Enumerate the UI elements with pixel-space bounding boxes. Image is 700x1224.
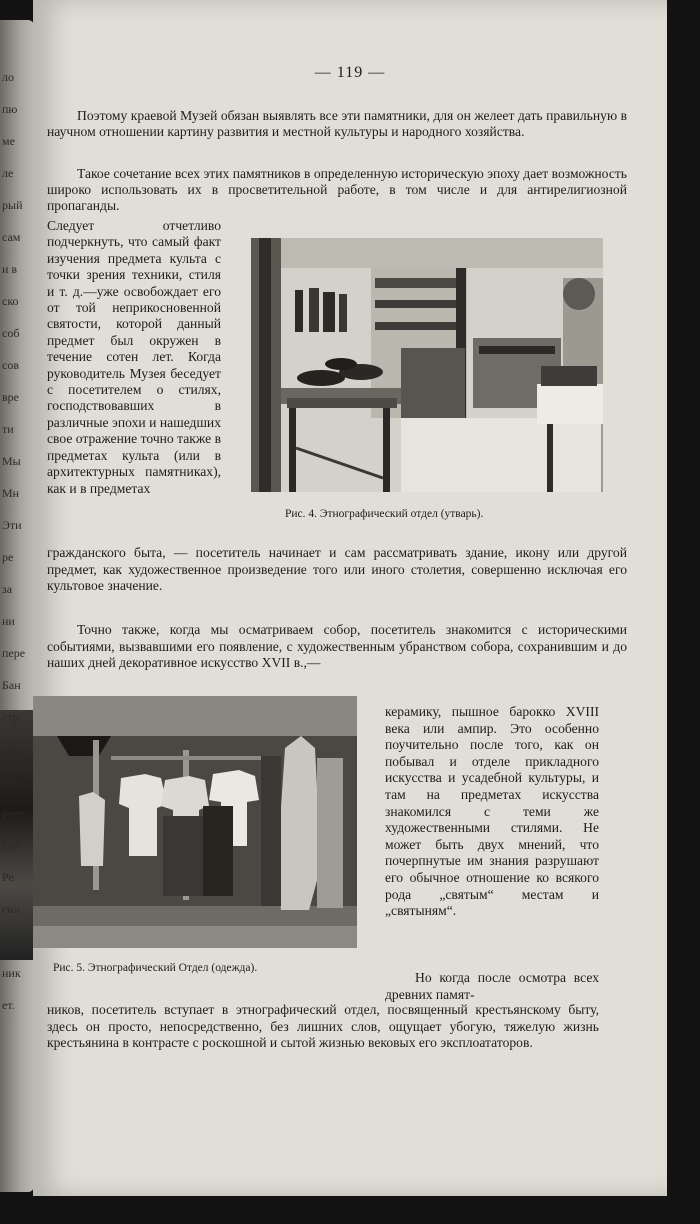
paragraph-4-end: ников, посетитель вступает в этнографический отдел, посвященный крестьянскому быту, здесь он просто, непосредственно, без лишних слов, ощущает убогую, тяжелую жизнь крестьянина в контрасте с роскошной и сытой жизнью вековых его эксплоататоров.	[47, 1002, 599, 1051]
paragraph-2-end: гражданского быта, — посетитель начинает и сам рассматривать здание, икону или другой предмет, как художественное произведение того или иного столетия, совершенно исключая его культовое значение.	[47, 545, 627, 594]
previous-page-fragment: Ре	[2, 870, 14, 884]
previous-page-fragment: ет.	[2, 998, 15, 1012]
previous-page-fragment: за	[2, 582, 13, 596]
book-page	[33, 0, 667, 1196]
previous-page-fragment: гил	[2, 902, 20, 916]
figure-4	[251, 238, 603, 528]
ethnographic-clothing-photo	[33, 696, 357, 948]
figure-5-photo	[33, 696, 357, 948]
previous-page-fragment: Мн	[2, 486, 20, 500]
paragraph-3-right-column: керамику, пышное барокко XVIII века или ампир. Это особенно поучительно после того, как он побывал и отделе прикладного искусства и усадебной культуры, и там на предметах искусства знакомился с теми же художественными стилями. Не может быть двух мнений, что почерпнутые им знания разрушают его обычное отношение ко всякого рода „святым“ местам и „святыням“.	[385, 704, 599, 919]
previous-page-fragment: не	[2, 934, 14, 948]
paragraph-3-top: Точно также, когда мы осматриваем собор, посетитель знакомится с историческими событиями, вызвавшими его появление, с художественным убранством собора, сохранившим и до наших дней декоративное искусство XVII в.,—	[47, 622, 627, 671]
figure-5	[33, 696, 363, 986]
ethnographic-kitchenware-photo	[251, 238, 603, 492]
previous-page-fragment: вре	[2, 390, 19, 404]
previous-page-fragment: Эти	[2, 518, 22, 532]
previous-page-fragment: Бан	[2, 678, 21, 692]
previous-page-fragment: соб	[2, 326, 20, 340]
previous-page-fragment: ло	[2, 70, 14, 84]
paragraph-2-top: Такое сочетание всех этих памятников в определенную историческую эпоху дает возможность широко использовать их в просветительной работе, в том числе и для антирелигиозной пропаганды.	[47, 166, 627, 214]
figure-5-caption: Рис. 5. Этнографический Отдел (одежда).	[53, 962, 258, 974]
previous-page-fragment: стр	[2, 710, 19, 724]
previous-page-fragment: пере	[2, 646, 26, 660]
figure-4-caption: Рис. 4. Этнографический отдел (утварь).	[285, 508, 484, 520]
previous-page-fragment: соб	[2, 838, 20, 852]
previous-page-fragment: дан	[2, 742, 20, 756]
previous-page-fragment: ле	[2, 166, 14, 180]
previous-page-fragment: иве	[2, 774, 20, 788]
previous-page-fragment: ти	[2, 422, 14, 436]
previous-page-fragment: пю	[2, 102, 18, 116]
previous-page-fragment: ник	[2, 966, 21, 980]
previous-page-fragment: реле	[2, 806, 25, 820]
previous-page-fragment: рый	[2, 198, 23, 212]
previous-page-fragment: и в	[2, 262, 18, 276]
page-number: — 119 —	[314, 64, 386, 81]
figure-4-photo	[251, 238, 603, 492]
previous-page-fragment: сов	[2, 358, 19, 372]
previous-page-fragment: ско	[2, 294, 19, 308]
previous-page-fragment: ре	[2, 550, 14, 564]
previous-page-fragment: сам	[2, 230, 21, 244]
previous-page-fragment: ме	[2, 134, 15, 148]
previous-page-fragment: ни	[2, 614, 15, 628]
paragraph-4-right-column: Но когда после осмотра всех древних памят-	[385, 970, 599, 1002]
previous-page-edge	[0, 20, 34, 1192]
paragraph-1: Поэтому краевой Музей обязан выявлять все эти памятники, для он желеет дать правильную в научном отношении картину развития и местной культуры и народного хозяйства.	[47, 108, 627, 140]
paragraph-2-left-column: Следует отчетливо подчеркнуть, что самый факт изучения предмета культа с точки зрения техники, стиля и т. д.—уже освобождает его от той неприкосновенной святости, которой данный предмет был окружен в течение сотен лет. Когда руководитель Музея беседует с посетителем о стилях, господствовавших в различные эпохи и нашедших свое отражение точно также в предметах культа (или в архитектурных памятниках), как и в предметах	[47, 218, 221, 496]
previous-page-fragment: Мы	[2, 454, 21, 468]
